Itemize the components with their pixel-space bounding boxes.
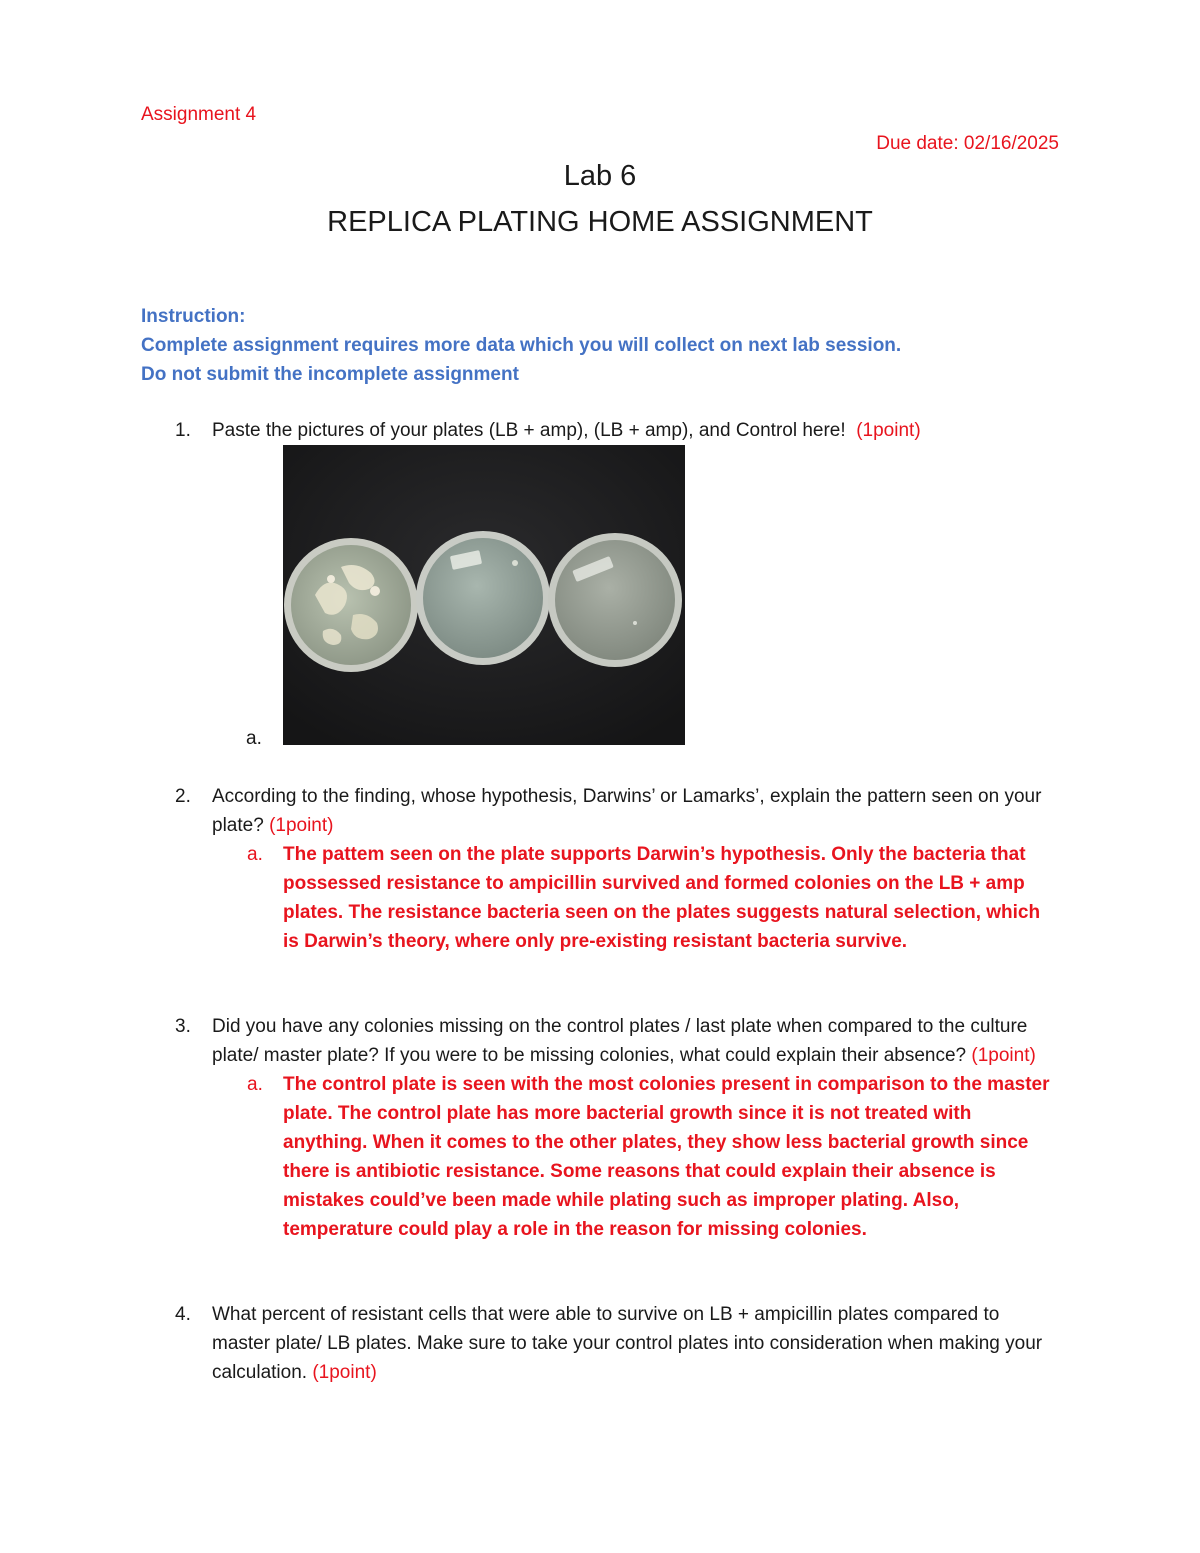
assignment-label: Assignment 4 [141,104,257,125]
page-title: REPLICA PLATING HOME ASSIGNMENT [327,206,873,238]
answer-letter: a. [247,844,263,865]
question-2 [141,782,1061,956]
question-3 [141,1012,1061,1244]
instruction-block [141,302,1061,389]
answer-letter: a. [246,728,262,749]
answer-letter: a. [247,1074,263,1095]
question-text: Paste the pictures of your plates (LB + amp), (LB + amp), and Control here! (1point) [212,420,921,441]
question-text: According to the finding, whose hypothesis, Darwins’ or Lamarks’, explain the pattern seen on your plate? (1point) [212,786,1042,836]
question-number: 3. [175,1016,191,1037]
question-number: 4. [175,1304,191,1325]
instruction-heading: Instruction: [141,306,246,327]
question-1 [141,416,1061,445]
instruction-line-1: Complete assignment requires more data which you will collect on next lab session. [141,335,902,356]
question-text: What percent of resistant cells that were able to survive on LB + ampicillin plates compared to master plate/ LB plates. Make sure to take your control plates into consideration when making your calculation. (1point) [212,1304,1043,1383]
question-4 [141,1300,1061,1387]
instruction-line-2: Do not submit the incomplete assignment [141,364,519,385]
points-label: (1point) [971,1045,1036,1066]
question-number: 2. [175,786,191,807]
points-label: (1point) [269,815,334,836]
answer-text: a. The pattem seen on the plate supports Darwin’s hypothesis. Only the bacteria that possessed resistance to ampicillin survived and formed colonies on the LB + amp plates. The resistance bacteria seen on the plates suggests natural selection, which is Darwin’s theory, where only pre-existing resistant bacteria survive. [283,840,1061,956]
plates-photo [283,445,685,745]
points-label: (1point) [856,420,921,441]
question-number: 1. [175,420,191,441]
due-date: Due date: 02/16/2025 [876,133,1059,154]
points-label: (1point) [312,1362,377,1383]
question-text: Did you have any colonies missing on the control plates / last plate when compared to the culture plate/ master plate? If you were to be missing colonies, what could explain their absence? (1point) [212,1016,1036,1066]
answer-text: a. The control plate is seen with the most colonies present in comparison to the master plate. The control plate has more bacterial growth since it is not treated with anything. When it comes to the other plates, they show less bacterial growth since there is antibiotic resistance. Some reasons that could explain their absence is mistakes could’ve been made while plating such as improper plating. Also, temperature could play a role in the reason for missing colonies. [283,1070,1061,1244]
lab-title: Lab 6 [563,160,637,192]
